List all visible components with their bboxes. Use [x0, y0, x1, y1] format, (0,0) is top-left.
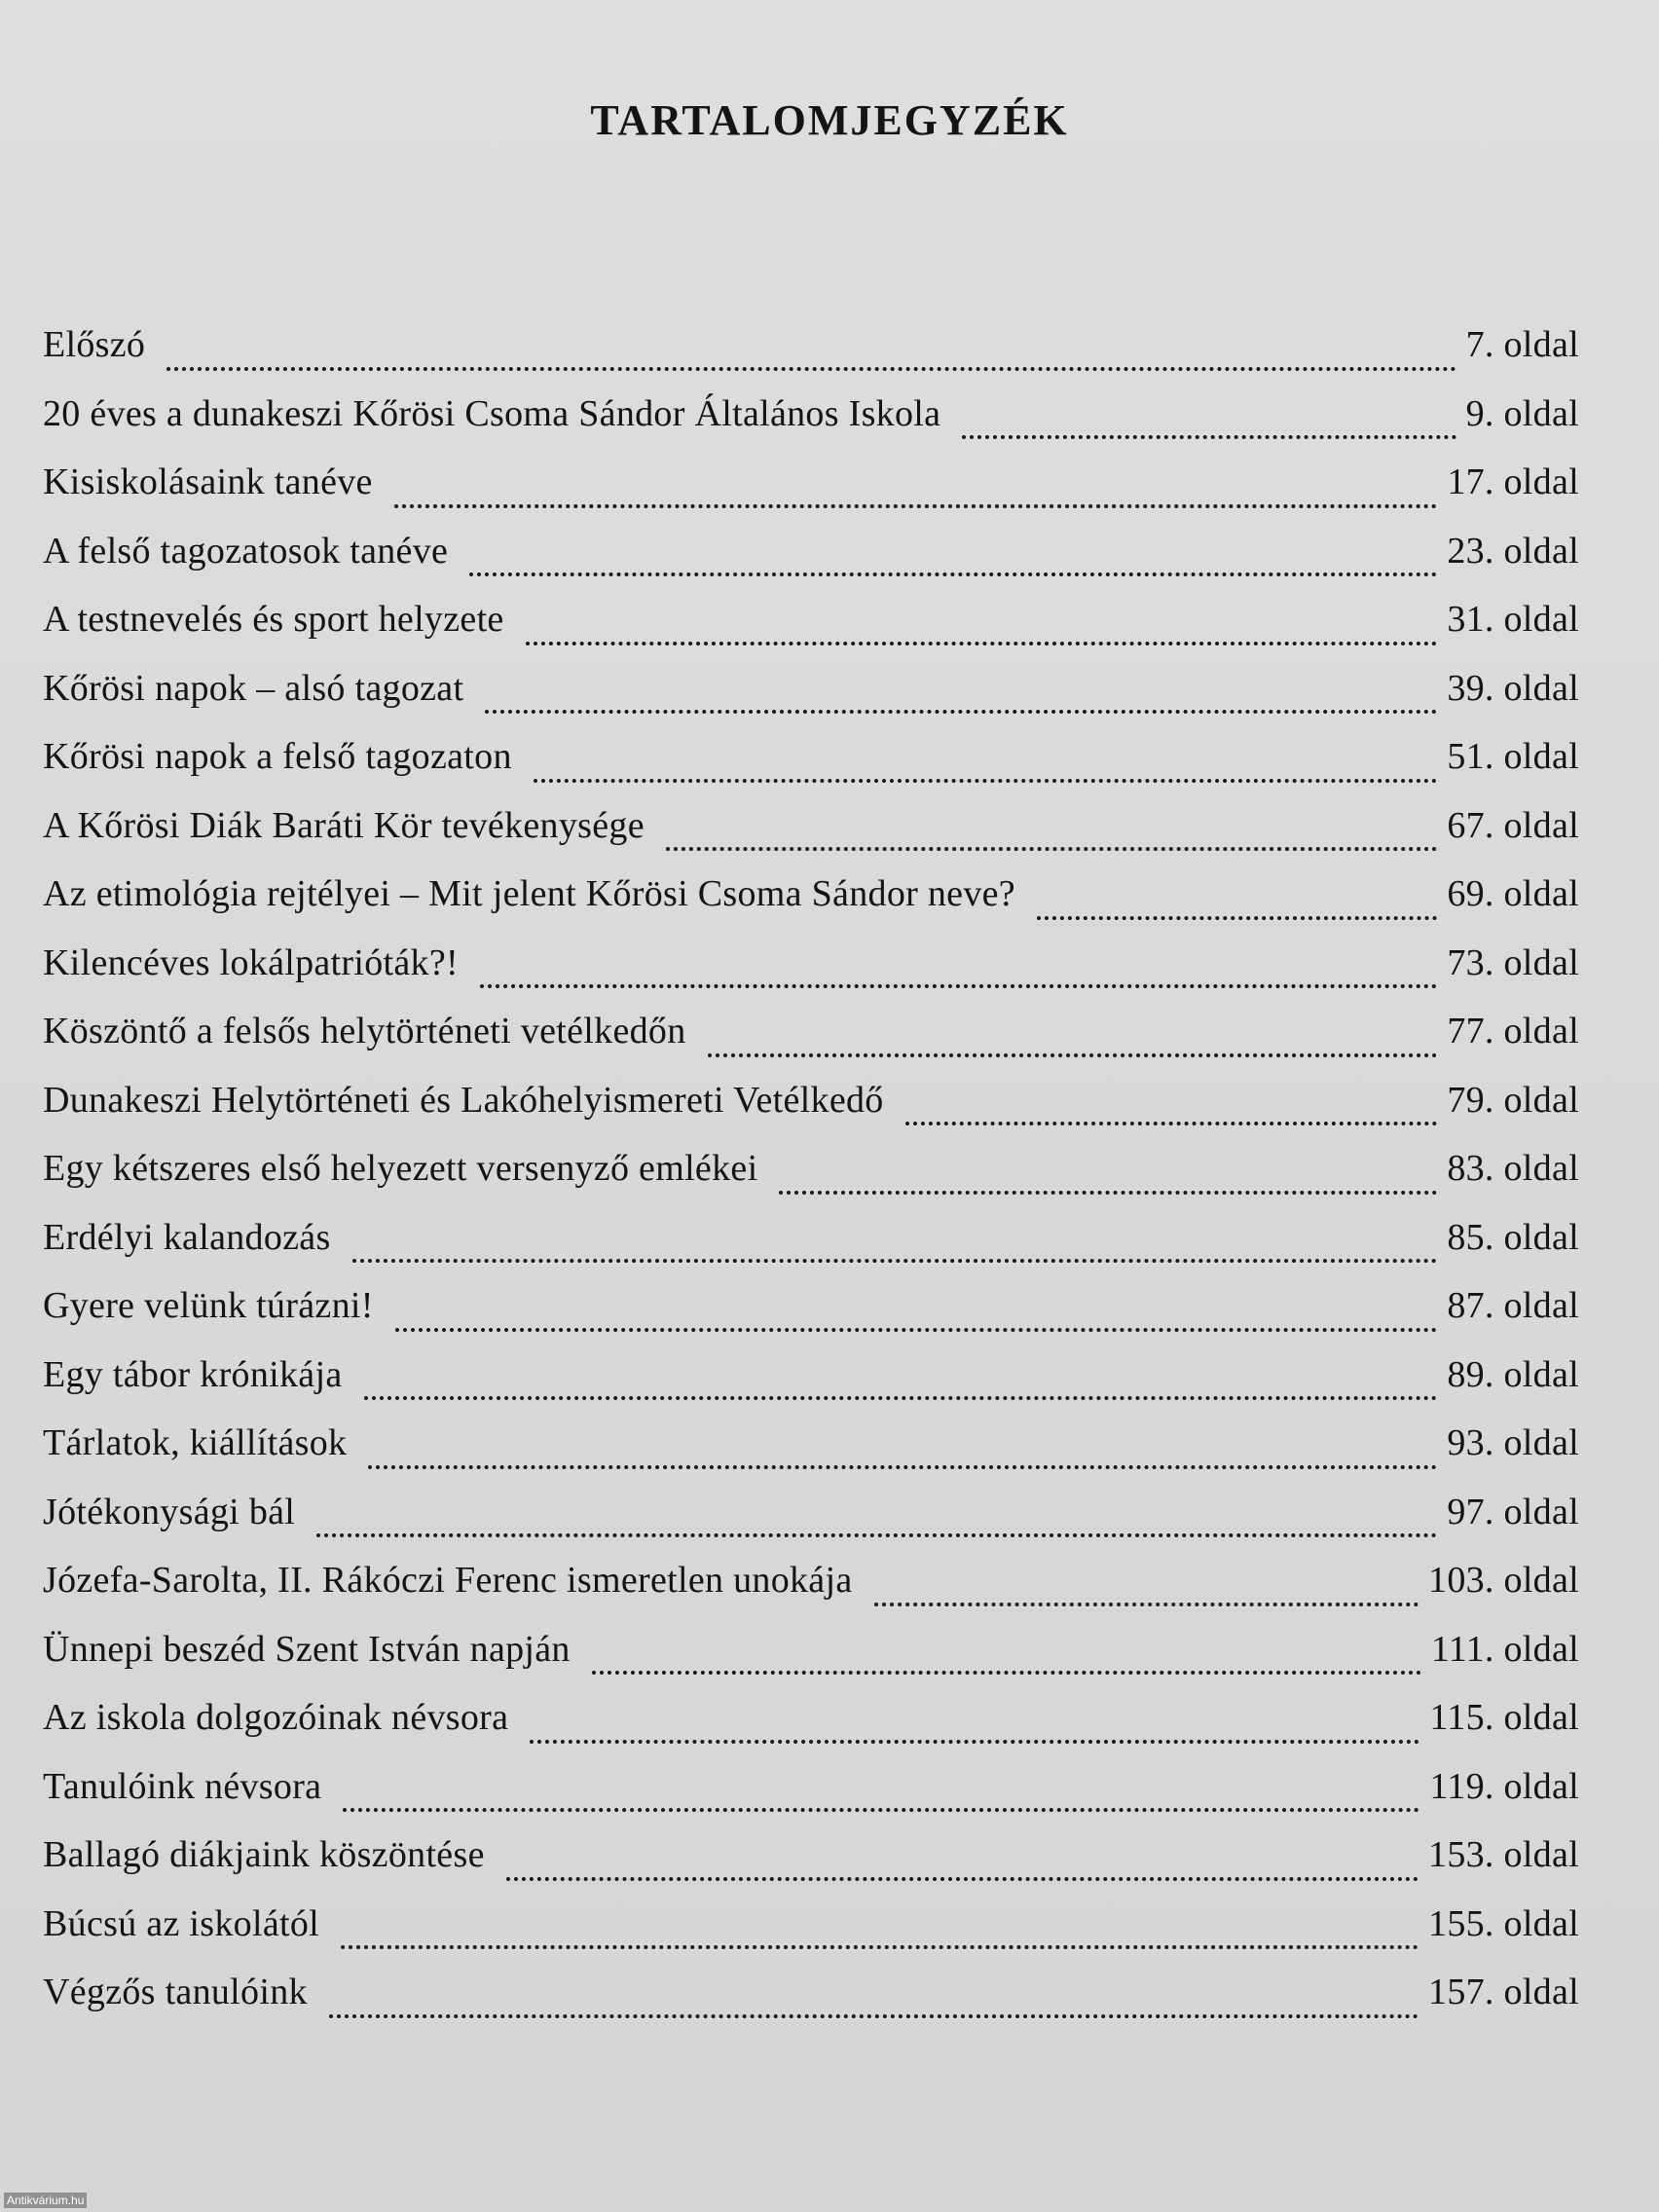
toc-entry-page: 93. oldal — [1447, 1422, 1579, 1463]
dot-leader — [341, 1944, 1419, 1949]
toc-entry — [43, 1284, 1579, 1353]
dot-leader — [316, 1532, 1437, 1537]
dot-leader — [368, 1464, 1437, 1469]
watermark: Antikvárium.hu — [4, 2193, 87, 2208]
toc-entry-title: A felső tagozatosok tanéve — [43, 530, 449, 571]
toc-entry — [43, 323, 1579, 392]
toc-entry-page: 77. oldal — [1447, 1011, 1579, 1051]
toc-entry — [43, 1696, 1579, 1765]
toc-entry-page: 7. oldal — [1465, 324, 1579, 365]
dot-leader — [343, 1807, 1419, 1812]
dot-leader — [166, 366, 1456, 371]
toc-entry — [43, 1971, 1579, 2040]
toc-entry-title: Józefa-Sarolta, II. Rákóczi Ferenc ismeretlen unokája — [43, 1560, 853, 1601]
toc-entry-page: 17. oldal — [1447, 461, 1579, 502]
dot-leader — [592, 1670, 1421, 1675]
dot-leader — [530, 1739, 1419, 1744]
dot-leader — [666, 846, 1437, 851]
toc-entry — [43, 1010, 1579, 1079]
toc-entry — [43, 598, 1579, 667]
toc-entry-title: Kilencéves lokálpatrióták?! — [43, 941, 459, 983]
toc-entry-title: Dunakeszi Helytörténeti és Lakóhelyismereti Vetélkedő — [43, 1079, 884, 1121]
toc-entry — [43, 804, 1579, 873]
toc-entry-page: 89. oldal — [1447, 1353, 1579, 1395]
toc-entry-title: A Kőrösi Diák Baráti Kör tevékenysége — [43, 804, 645, 846]
page-title: TARTALOMJEGYZÉK — [590, 96, 1069, 144]
dot-leader — [469, 571, 1437, 576]
toc-entry-title: A testnevelés és sport helyzete — [43, 599, 504, 640]
dot-leader — [779, 1190, 1437, 1195]
toc-entry-title: Tárlatok, kiállítások — [43, 1422, 348, 1463]
toc-entry-page: 39. oldal — [1447, 667, 1579, 709]
dot-leader — [395, 1327, 1438, 1332]
toc-entry-title: Ballagó diákjaink köszöntése — [43, 1834, 485, 1875]
toc-entry-title: Búcsú az iskolától — [43, 1902, 320, 1944]
toc-entry-page: 85. oldal — [1447, 1216, 1579, 1258]
toc-entry-title: Egy tábor krónikája — [43, 1353, 343, 1395]
dot-leader — [364, 1395, 1438, 1400]
toc-entry — [43, 1353, 1579, 1422]
toc-entry-page: 115. oldal — [1429, 1697, 1579, 1738]
toc-entry — [43, 667, 1579, 736]
toc-entry-title: Erdélyi kalandozás — [43, 1216, 331, 1258]
toc-entry-page: 51. oldal — [1447, 736, 1579, 777]
toc-entry — [43, 1079, 1579, 1148]
toc-entry-page: 73. oldal — [1447, 941, 1579, 983]
toc-entry-page: 67. oldal — [1447, 804, 1579, 846]
toc-entry-title: Kisiskolásaink tanéve — [43, 461, 373, 502]
dot-leader — [480, 983, 1437, 988]
toc-entry-title: Jótékonysági bál — [43, 1491, 296, 1532]
toc-entry-page: 155. oldal — [1428, 1902, 1579, 1944]
toc-entry-title: Kőrösi napok – alsó tagozat — [43, 667, 464, 709]
toc-entry-page: 9. oldal — [1465, 392, 1579, 434]
toc-entry — [43, 1216, 1579, 1285]
dot-leader — [1037, 915, 1437, 920]
toc-entry — [43, 735, 1579, 804]
toc-entry-title: 20 éves a dunakeszi Kőrösi Csoma Sándor Általános Iskola — [43, 392, 941, 434]
dot-leader — [708, 1052, 1438, 1057]
dot-leader — [352, 1258, 1438, 1263]
toc-entry-page: 23. oldal — [1447, 530, 1579, 571]
toc-entry-title: Tanulóink névsora — [43, 1765, 322, 1807]
toc-entry — [43, 1628, 1579, 1697]
toc-entry-title: Egy kétszeres első helyezett versenyző emlékei — [43, 1148, 758, 1189]
toc-entry — [43, 1902, 1579, 1972]
toc-entry-page: 103. oldal — [1428, 1560, 1579, 1601]
toc-entry-page: 83. oldal — [1447, 1148, 1579, 1189]
dot-leader — [874, 1602, 1419, 1606]
toc-entry-title: Gyere velünk túrázni! — [43, 1285, 374, 1326]
dot-leader — [394, 503, 1438, 508]
toc-entry — [43, 1765, 1579, 1834]
toc-entry — [43, 1833, 1579, 1902]
toc-entry-title: Köszöntő a felsős helytörténeti vetélkedőn — [43, 1011, 686, 1051]
toc-entry-page: 97. oldal — [1447, 1491, 1579, 1532]
toc-entry-page: 157. oldal — [1428, 1972, 1579, 2012]
toc-entry — [43, 1421, 1579, 1491]
toc-entry-page: 87. oldal — [1447, 1285, 1579, 1326]
toc-entry-page: 153. oldal — [1428, 1834, 1579, 1875]
toc-entry-title: Kőrösi napok a felső tagozaton — [43, 736, 512, 777]
toc-entry — [43, 941, 1579, 1011]
toc-entry — [43, 530, 1579, 599]
dot-leader — [905, 1121, 1438, 1125]
toc-entry — [43, 392, 1579, 461]
table-of-contents — [43, 323, 1579, 2040]
dot-leader — [962, 434, 1456, 439]
dot-leader — [534, 778, 1438, 783]
toc-entry-page: 79. oldal — [1447, 1079, 1579, 1121]
dot-leader — [526, 641, 1438, 645]
toc-entry — [43, 872, 1579, 941]
toc-entry-title: Az iskola dolgozóinak névsora — [43, 1697, 509, 1738]
toc-entry-title: Végzős tanulóink — [43, 1972, 308, 2012]
toc-entry-page: 111. oldal — [1430, 1628, 1579, 1670]
toc-entry — [43, 1147, 1579, 1216]
toc-entry-page: 31. oldal — [1447, 599, 1579, 640]
toc-entry — [43, 1491, 1579, 1560]
toc-entry — [43, 461, 1579, 530]
dot-leader — [506, 1876, 1419, 1881]
dot-leader — [329, 2013, 1419, 2018]
toc-entry-page: 69. oldal — [1447, 873, 1579, 914]
toc-entry-title: Az etimológia rejtélyei – Mit jelent Kőrösi Csoma Sándor neve? — [43, 873, 1015, 914]
toc-entry-title: Előszó — [43, 324, 146, 365]
toc-entry-title: Ünnepi beszéd Szent István napján — [43, 1628, 571, 1670]
toc-entry-page: 119. oldal — [1429, 1765, 1579, 1807]
toc-entry — [43, 1559, 1579, 1628]
dot-leader — [485, 709, 1437, 714]
